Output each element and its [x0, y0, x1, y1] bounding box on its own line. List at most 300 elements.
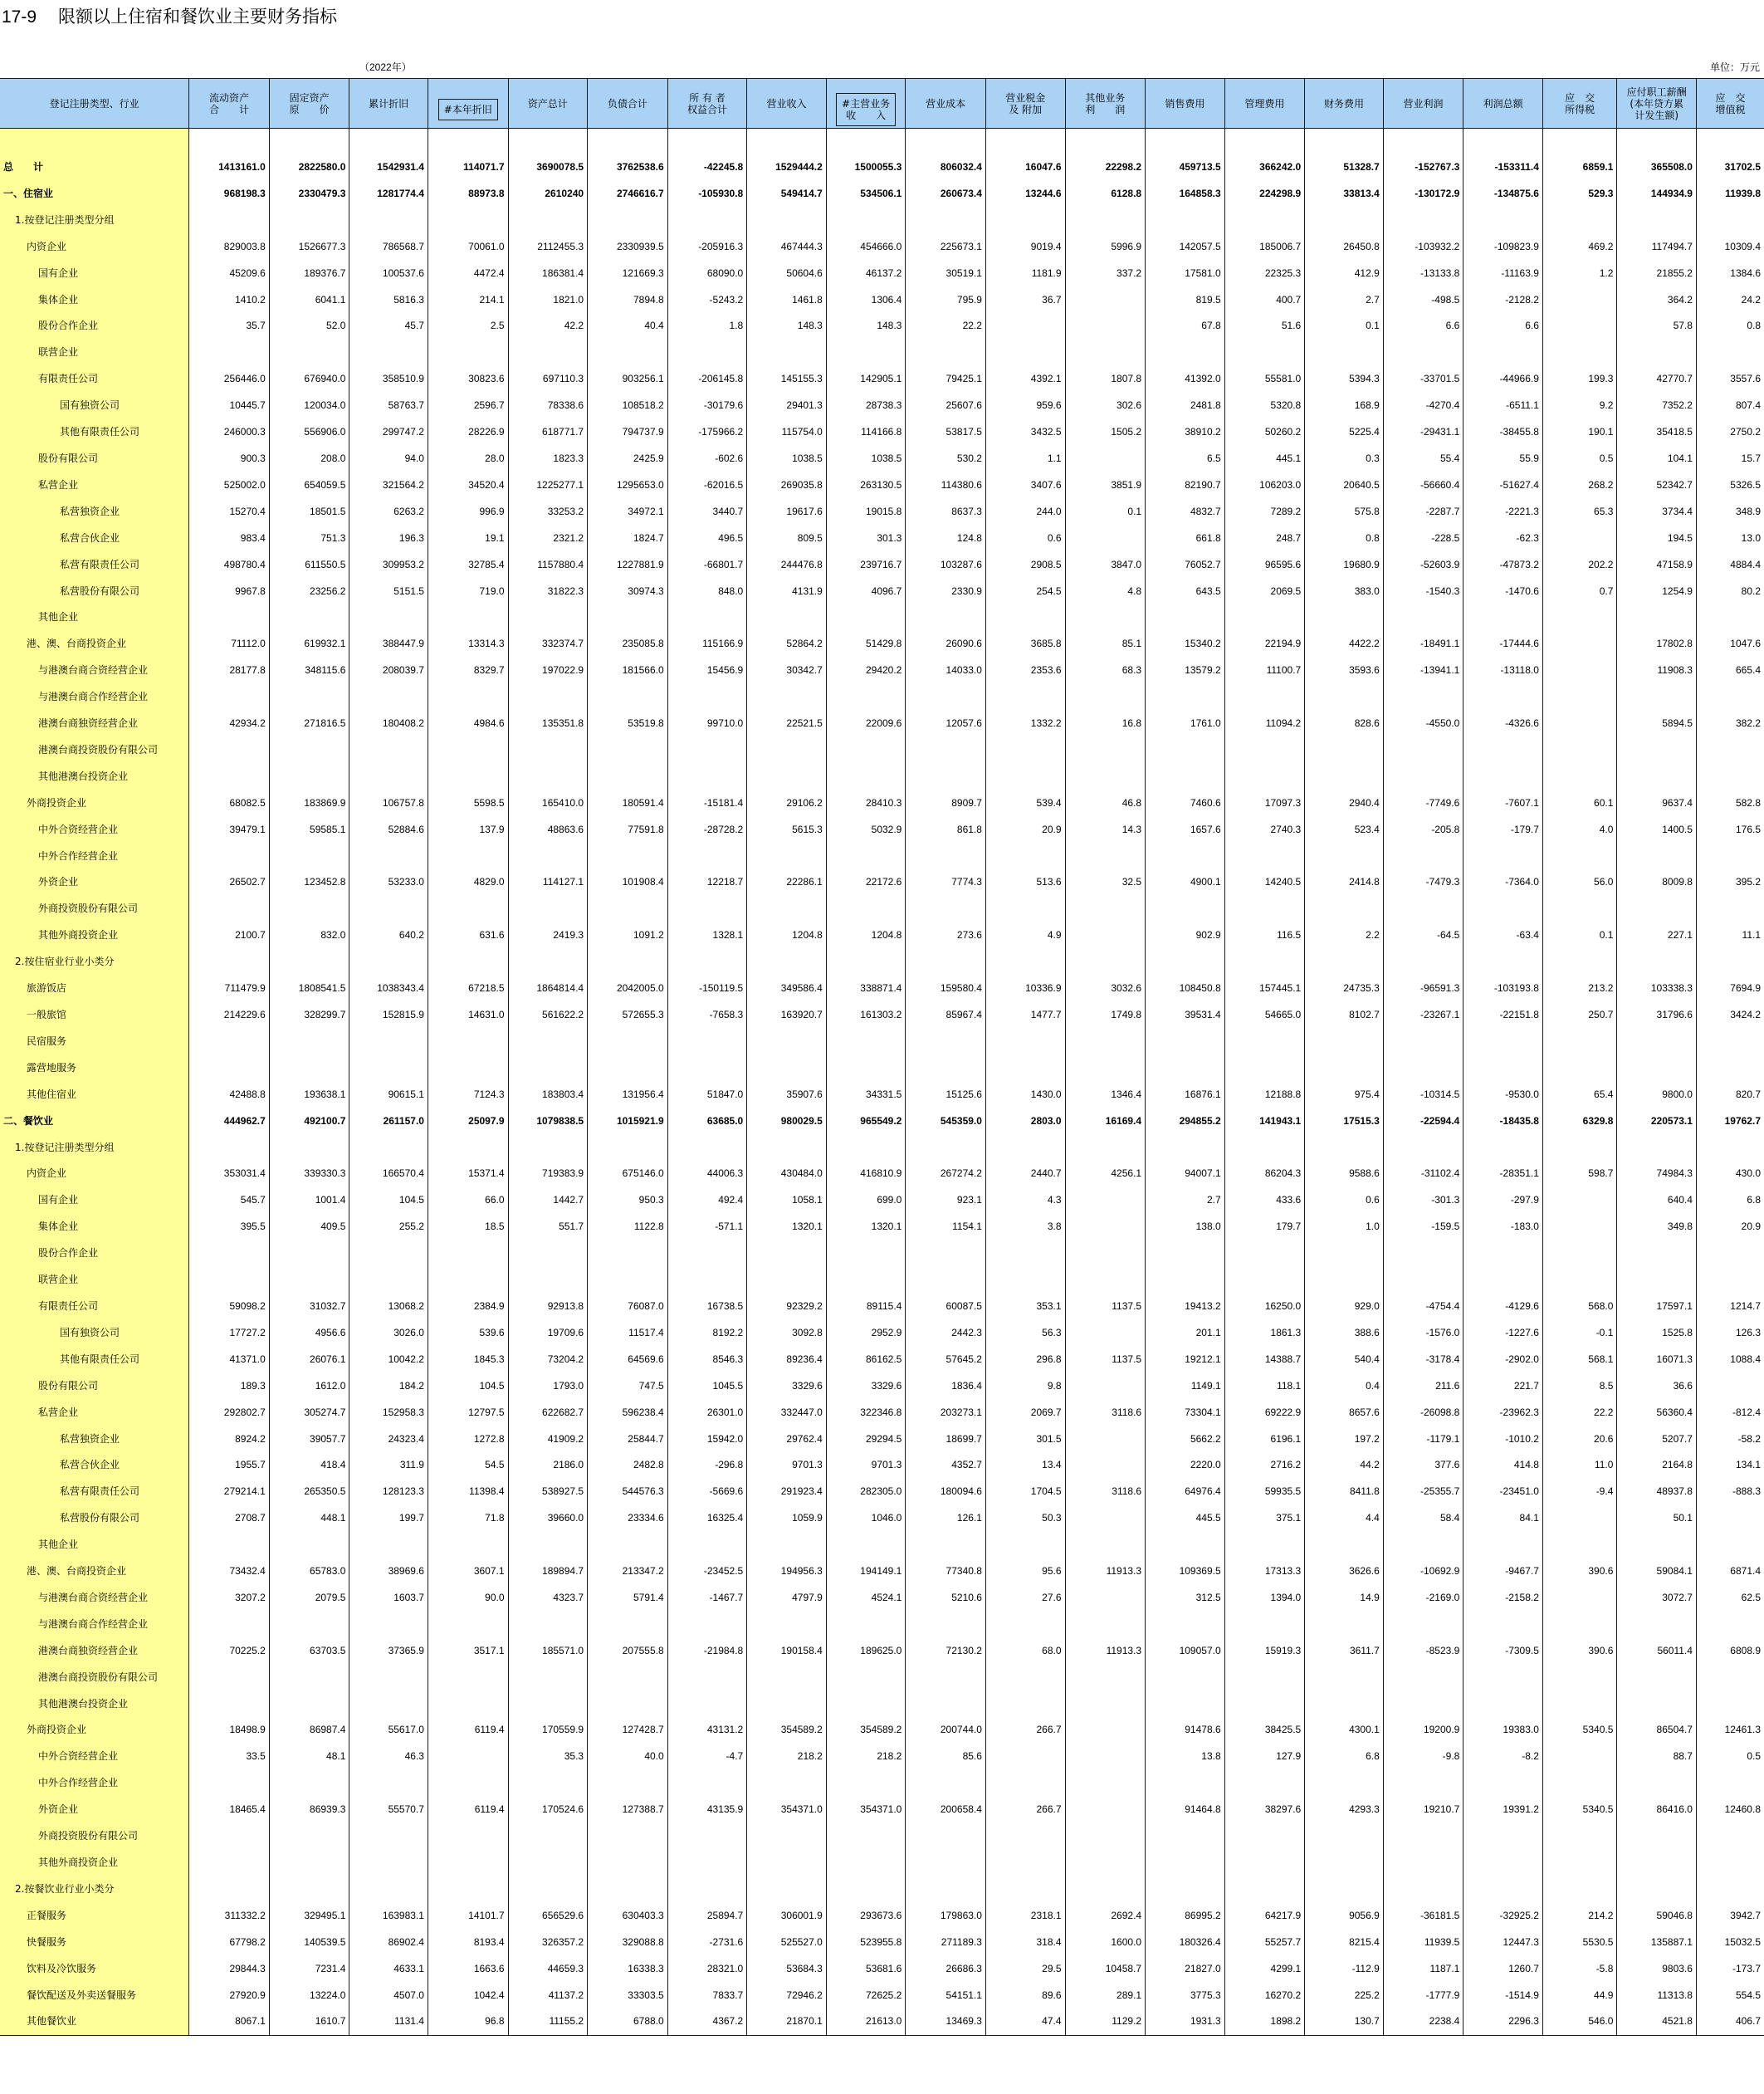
table-cell: 72625.2 [826, 1983, 906, 2009]
table-cell [1224, 1770, 1305, 1797]
table-cell: 699.0 [826, 1187, 906, 1214]
table-cell: -52603.9 [1383, 552, 1463, 579]
table-cell [1383, 1135, 1463, 1162]
table-cell: 1272.8 [428, 1426, 508, 1453]
table-row [0, 1612, 1764, 1638]
table-cell: 11.1 [1696, 922, 1764, 949]
table-cell: 4352.7 [906, 1452, 986, 1479]
table-cell [1383, 1240, 1463, 1267]
table-cell: 41909.2 [508, 1426, 588, 1453]
table-cell: 59046.8 [1617, 1903, 1697, 1930]
table-cell [747, 1267, 827, 1294]
table-cell [906, 1850, 986, 1876]
table-cell: 5320.8 [1224, 393, 1305, 419]
table-cell: 711479.9 [189, 976, 270, 1002]
table-cell: 4096.7 [826, 579, 906, 605]
table-cell: 1864814.4 [508, 976, 588, 1002]
table-cell: 218.2 [747, 1744, 827, 1770]
table-cell [826, 949, 906, 976]
table-row [0, 684, 1764, 711]
table-cell [508, 1135, 588, 1162]
table-cell: -21984.8 [667, 1638, 747, 1665]
table-cell: 95.6 [985, 1558, 1065, 1585]
table-cell: 10336.9 [985, 976, 1065, 1002]
table-row [0, 1850, 1764, 1876]
table-cell: 51429.8 [826, 631, 906, 658]
table-cell: 4884.4 [1696, 552, 1764, 579]
table-cell [906, 1770, 986, 1797]
table-cell: 51847.0 [667, 1082, 747, 1108]
row-label: 外商投资股份有限公司 [0, 896, 189, 922]
table-cell: 214.1 [428, 287, 508, 314]
table-cell: -2902.0 [1463, 1347, 1543, 1373]
table-row [0, 1267, 1764, 1294]
table-cell: 86416.0 [1617, 1797, 1697, 1823]
table-cell: 115754.0 [747, 419, 827, 446]
table-cell [667, 896, 747, 922]
table-cell: 406.7 [1696, 2008, 1764, 2035]
table-cell: 5662.2 [1146, 1426, 1225, 1453]
table-cell: 354371.0 [747, 1797, 827, 1823]
table-cell: 365508.0 [1617, 154, 1697, 181]
table-cell: -7749.6 [1383, 790, 1463, 817]
table-cell: 17802.8 [1617, 631, 1697, 658]
column-header: 登记注册类型、行业 [0, 79, 189, 129]
table-cell: 14101.7 [428, 1903, 508, 1930]
table-cell: 311332.2 [189, 1903, 270, 1930]
table-cell [428, 1850, 508, 1876]
table-cell: -42245.8 [667, 154, 747, 181]
table-cell: 3690078.5 [508, 154, 588, 181]
table-cell: 2.7 [1146, 1187, 1225, 1214]
table-cell: 271189.3 [906, 1930, 986, 1956]
table-cell: 1131.4 [349, 2008, 428, 2035]
table-cell: -63.4 [1463, 922, 1543, 949]
table-cell [269, 1823, 349, 1850]
table-row [0, 366, 1764, 393]
table-cell [189, 208, 270, 234]
table-cell [1383, 1876, 1463, 1903]
table-cell: -205916.3 [667, 234, 747, 261]
table-cell: 53233.0 [349, 869, 428, 896]
table-cell: 375.1 [1224, 1505, 1305, 1532]
table-cell: 11155.2 [508, 2008, 588, 2035]
table-cell: 123452.8 [269, 869, 349, 896]
table-cell: 2330.9 [906, 579, 986, 605]
table-cell: 388447.9 [349, 631, 428, 658]
table-cell: 19210.7 [1383, 1797, 1463, 1823]
table-cell: 492100.7 [269, 1108, 349, 1135]
table-cell: 14.9 [1305, 1585, 1384, 1612]
table-cell: 48937.8 [1617, 1479, 1697, 1505]
table-cell: -4129.6 [1463, 1294, 1543, 1320]
table-cell: 622682.7 [508, 1400, 588, 1426]
table-cell: 260673.4 [906, 181, 986, 208]
table-cell [1224, 208, 1305, 234]
table-cell: -22594.4 [1383, 1108, 1463, 1135]
table-cell: 1612.0 [269, 1373, 349, 1400]
table-cell [269, 1532, 349, 1558]
table-cell: 41392.0 [1146, 366, 1225, 393]
table-cell: 582.8 [1696, 790, 1764, 817]
table-row [0, 817, 1764, 844]
table-cell: -18491.1 [1383, 631, 1463, 658]
table-cell [985, 604, 1065, 631]
table-cell: 248.7 [1224, 526, 1305, 552]
table-cell [269, 737, 349, 764]
table-cell [269, 208, 349, 234]
table-row [0, 419, 1764, 446]
table-cell: 3432.5 [985, 419, 1065, 446]
table-row [0, 949, 1764, 976]
table-cell: -4754.4 [1383, 1294, 1463, 1320]
table-cell: 444962.7 [189, 1108, 270, 1135]
table-cell: -1010.2 [1463, 1426, 1543, 1453]
table-cell: 618771.7 [508, 419, 588, 446]
table-row [0, 1240, 1764, 1267]
table-cell [667, 1876, 747, 1903]
table-cell [588, 949, 668, 976]
table-cell: 36.6 [1617, 1373, 1697, 1400]
table-cell [1146, 1055, 1225, 1082]
table-cell: -7364.0 [1463, 869, 1543, 896]
table-cell: 2940.4 [1305, 790, 1384, 817]
table-cell: 62.5 [1696, 1585, 1764, 1612]
table-cell: 832.0 [269, 922, 349, 949]
table-cell: 1442.7 [508, 1187, 588, 1214]
row-label: 与港澳台商合资经营企业 [0, 1585, 189, 1612]
table-cell: 358510.9 [349, 366, 428, 393]
table-cell [1617, 1135, 1697, 1162]
table-cell [1224, 764, 1305, 790]
table-cell: 2481.8 [1146, 393, 1225, 419]
table-cell: 86204.3 [1224, 1161, 1305, 1187]
table-cell: 225673.1 [906, 234, 986, 261]
table-cell [1463, 1850, 1543, 1876]
table-cell: 9019.4 [985, 234, 1065, 261]
table-row [0, 1029, 1764, 1055]
table-cell [508, 1665, 588, 1691]
table-cell [189, 1612, 270, 1638]
table-cell [1065, 949, 1146, 976]
table-cell: 7694.9 [1696, 976, 1764, 1002]
table-cell: 19762.7 [1696, 1108, 1764, 1135]
table-cell: 59084.1 [1617, 1558, 1697, 1585]
table-cell: 1793.0 [508, 1373, 588, 1400]
table-cell [985, 844, 1065, 870]
table-cell: 68.0 [985, 1638, 1065, 1665]
table-cell: 1808541.5 [269, 976, 349, 1002]
table-cell [1463, 1876, 1543, 1903]
table-cell: 291923.4 [747, 1479, 827, 1505]
table-cell: 108450.8 [1146, 976, 1225, 1002]
table-cell [349, 1612, 428, 1638]
table-cell: 6119.4 [428, 1797, 508, 1823]
table-cell: -301.3 [1383, 1187, 1463, 1214]
table-cell: 8546.3 [667, 1347, 747, 1373]
table-row [0, 1426, 1764, 1453]
table-cell: 5816.3 [349, 287, 428, 314]
table-cell: 929.0 [1305, 1294, 1384, 1320]
table-cell: 24323.4 [349, 1426, 428, 1453]
column-header: 负债合计 [588, 79, 668, 129]
table-cell [349, 1823, 428, 1850]
table-cell: 14.3 [1065, 817, 1146, 844]
table-cell: 190158.4 [747, 1638, 827, 1665]
table-cell: 806032.4 [906, 154, 986, 181]
table-cell: 189.3 [189, 1373, 270, 1400]
table-cell [349, 1691, 428, 1718]
table-cell: 306001.9 [747, 1903, 827, 1930]
page-title [2, 3, 337, 28]
table-cell: 1254.9 [1617, 579, 1697, 605]
table-cell [667, 1691, 747, 1718]
table-cell: 214229.6 [189, 1002, 270, 1029]
table-cell: 5615.3 [747, 817, 827, 844]
table-cell: 14240.5 [1224, 869, 1305, 896]
table-row [0, 1505, 1764, 1532]
table-cell: 135887.1 [1617, 1930, 1697, 1956]
table-cell: 1225277.1 [508, 472, 588, 499]
table-cell [1463, 737, 1543, 764]
table-cell: 15371.4 [428, 1161, 508, 1187]
table-cell: 57645.2 [906, 1347, 986, 1373]
table-cell: 168.9 [1305, 393, 1384, 419]
table-cell [1224, 684, 1305, 711]
table-cell: 44659.3 [508, 1956, 588, 1983]
table-cell: 180326.4 [1146, 1930, 1225, 1956]
table-cell [906, 1612, 986, 1638]
table-cell: 16169.4 [1065, 1108, 1146, 1135]
table-cell: 86939.3 [269, 1797, 349, 1823]
table-cell: 185006.7 [1224, 234, 1305, 261]
table-cell [349, 340, 428, 366]
column-header: 利润总额 [1463, 79, 1543, 129]
table-cell: -179.7 [1463, 817, 1543, 844]
table-cell: 2384.9 [428, 1294, 508, 1320]
column-header: 固定资产 原 价 [269, 79, 349, 129]
table-cell [508, 340, 588, 366]
table-cell [1542, 764, 1616, 790]
row-label: 集体企业 [0, 1214, 189, 1240]
table-cell [1696, 896, 1764, 922]
table-cell: 86987.4 [269, 1717, 349, 1744]
table-cell: 556906.0 [269, 419, 349, 446]
table-cell [1305, 949, 1384, 976]
table-cell [1463, 604, 1543, 631]
row-label: 民宿服务 [0, 1029, 189, 1055]
table-cell [1696, 1267, 1764, 1294]
table-row [0, 208, 1764, 234]
table-cell [189, 684, 270, 711]
table-cell [1696, 1823, 1764, 1850]
table-cell [588, 1850, 668, 1876]
table-cell [1617, 604, 1697, 631]
table-cell: 35907.6 [747, 1082, 827, 1108]
table-row [0, 631, 1764, 658]
table-cell: 14033.0 [906, 658, 986, 684]
table-cell: 213347.2 [588, 1558, 668, 1585]
table-cell: -4326.6 [1463, 711, 1543, 737]
table-cell [508, 949, 588, 976]
table-cell [1463, 1770, 1543, 1797]
table-cell [269, 1770, 349, 1797]
table-cell: 42934.2 [189, 711, 270, 737]
table-cell: 41137.2 [508, 1983, 588, 2009]
table-cell [1696, 844, 1764, 870]
table-cell: 60087.5 [906, 1294, 986, 1320]
table-cell: 8909.7 [906, 790, 986, 817]
table-cell: 208.0 [269, 446, 349, 472]
table-cell: 353031.4 [189, 1161, 270, 1187]
row-label: 私营股份有限公司 [0, 579, 189, 605]
table-cell: 0.1 [1542, 922, 1616, 949]
table-cell: 354589.2 [826, 1717, 906, 1744]
table-cell [1696, 1770, 1764, 1797]
table-cell [189, 1665, 270, 1691]
table-cell: 9800.0 [1617, 1082, 1697, 1108]
table-cell [1146, 764, 1225, 790]
table-row [0, 1558, 1764, 1585]
table-cell: 135351.8 [508, 711, 588, 737]
table-cell: 10042.2 [349, 1347, 428, 1373]
table-cell: 1038.5 [747, 446, 827, 472]
table-cell [826, 844, 906, 870]
table-cell [189, 1267, 270, 1294]
table-cell [747, 1850, 827, 1876]
table-cell [747, 340, 827, 366]
table-cell: 1038.5 [826, 446, 906, 472]
table-cell [508, 1612, 588, 1638]
table-cell: -1467.7 [667, 1585, 747, 1612]
table-cell: 2353.6 [985, 658, 1065, 684]
column-header-sub: #主营业务 收 入 [836, 93, 896, 126]
table-cell: 3.8 [985, 1214, 1065, 1240]
table-cell: 50260.2 [1224, 419, 1305, 446]
table-row [0, 499, 1764, 526]
table-cell [1305, 604, 1384, 631]
table-cell: 2952.9 [826, 1320, 906, 1347]
table-cell: 250.7 [1542, 1002, 1616, 1029]
table-cell: 138.0 [1146, 1214, 1225, 1240]
table-cell [1463, 896, 1543, 922]
table-cell: 9803.6 [1617, 1956, 1697, 1983]
table-cell [1696, 1665, 1764, 1691]
row-label: 快餐服务 [0, 1930, 189, 1956]
table-cell [667, 1612, 747, 1638]
table-cell [1146, 1240, 1225, 1267]
table-cell [1542, 631, 1616, 658]
table-cell [1065, 1029, 1146, 1055]
table-cell: 29.5 [985, 1956, 1065, 1983]
table-cell: 2220.0 [1146, 1452, 1225, 1479]
table-cell [428, 1744, 508, 1770]
table-cell [1146, 844, 1225, 870]
table-cell [1542, 1267, 1616, 1294]
table-cell: 239716.7 [826, 552, 906, 579]
table-cell: 221.7 [1463, 1373, 1543, 1400]
table-cell: -3178.4 [1383, 1347, 1463, 1373]
table-row [0, 446, 1764, 472]
table-cell: 244.0 [985, 499, 1065, 526]
table-cell [1383, 1691, 1463, 1718]
table-cell: 6119.4 [428, 1717, 508, 1744]
table-cell: 166570.4 [349, 1161, 428, 1187]
table-cell: 114071.7 [428, 154, 508, 181]
table-cell [428, 208, 508, 234]
table-cell: 3440.7 [667, 499, 747, 526]
table-cell [1696, 1240, 1764, 1267]
table-cell [1065, 1744, 1146, 1770]
table-cell [985, 1135, 1065, 1162]
table-cell: 1137.5 [1065, 1294, 1146, 1320]
table-cell: 70225.2 [189, 1638, 270, 1665]
column-header-sub: #本年折旧 [438, 99, 498, 120]
table-cell [588, 1770, 668, 1797]
table-cell: 33253.2 [508, 499, 588, 526]
table-cell [1463, 1135, 1543, 1162]
table-cell [747, 1876, 827, 1903]
table-cell [189, 1876, 270, 1903]
table-cell: 9588.6 [1305, 1161, 1384, 1187]
table-cell: 1045.5 [667, 1373, 747, 1400]
table-cell: 1610.7 [269, 2008, 349, 2035]
table-cell: 968198.3 [189, 181, 270, 208]
table-cell: 640.2 [349, 922, 428, 949]
table-cell [985, 949, 1065, 976]
table-cell: 0.6 [1305, 1187, 1384, 1214]
table-cell: 179.7 [1224, 1214, 1305, 1240]
table-cell: 109369.5 [1146, 1558, 1225, 1585]
table-cell [906, 844, 986, 870]
table-cell: -1179.1 [1383, 1426, 1463, 1453]
table-cell: -1540.3 [1383, 579, 1463, 605]
table-cell [508, 208, 588, 234]
table-cell [667, 340, 747, 366]
table-cell: 1154.1 [906, 1214, 986, 1240]
table-cell: 184.2 [349, 1373, 428, 1400]
table-cell [269, 1691, 349, 1718]
spacer-row [0, 129, 1764, 155]
table-cell [1542, 313, 1616, 340]
table-cell [588, 208, 668, 234]
table-cell: 1600.0 [1065, 1930, 1146, 1956]
table-cell: 137.9 [428, 817, 508, 844]
table-cell: 24735.3 [1305, 976, 1384, 1002]
table-cell: 301.3 [826, 526, 906, 552]
table-cell [826, 1532, 906, 1558]
table-cell: 4472.4 [428, 261, 508, 287]
table-cell: 20640.5 [1305, 472, 1384, 499]
table-cell [906, 764, 986, 790]
table-cell [1696, 1373, 1764, 1400]
table-cell: 7774.3 [906, 869, 986, 896]
table-cell: 19015.8 [826, 499, 906, 526]
table-cell: 1477.7 [985, 1002, 1065, 1029]
table-cell [1463, 1612, 1543, 1638]
column-header: 营业利润 [1383, 79, 1463, 129]
table-cell: -10314.5 [1383, 1082, 1463, 1108]
table-cell: 0.3 [1305, 446, 1384, 472]
table-row [0, 1373, 1764, 1400]
table-cell: 1505.2 [1065, 419, 1146, 446]
table-cell: 86902.4 [349, 1930, 428, 1956]
row-label: 其他企业 [0, 1532, 189, 1558]
table-cell: -173.7 [1696, 1956, 1764, 1983]
table-cell [1224, 1665, 1305, 1691]
table-cell [667, 604, 747, 631]
table-cell: 255.2 [349, 1214, 428, 1240]
